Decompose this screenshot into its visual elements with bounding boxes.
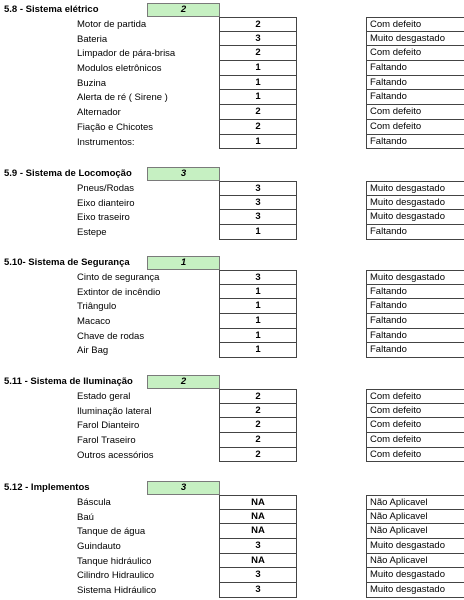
item-label: Alternador — [77, 107, 121, 119]
table-row — [0, 433, 464, 448]
item-value: 2 — [219, 120, 297, 135]
table-row — [0, 299, 464, 314]
section-header — [0, 3, 464, 17]
table-row — [0, 285, 464, 300]
item-value: NA — [219, 554, 297, 569]
table-row — [0, 90, 464, 105]
section-1 — [0, 3, 464, 149]
table-row — [0, 389, 464, 404]
table-row — [0, 135, 464, 150]
item-value: 1 — [219, 285, 297, 300]
item-status: Faltando — [366, 61, 464, 76]
item-status: Com defeito — [366, 404, 464, 419]
table-row — [0, 448, 464, 463]
item-status: Muito desgastado — [366, 32, 464, 47]
item-label: Modulos eletrônicos — [77, 63, 162, 75]
item-label: Instrumentos: — [77, 136, 135, 148]
item-value: 3 — [219, 32, 297, 47]
table-row — [0, 61, 464, 76]
item-status: Com defeito — [366, 389, 464, 404]
item-status: Não Aplicavel — [366, 524, 464, 539]
item-label: Guindauto — [77, 541, 121, 553]
table-row — [0, 314, 464, 329]
item-value: 2 — [219, 389, 297, 404]
table-row — [0, 343, 464, 358]
section-score: 3 — [147, 481, 220, 495]
item-value: 2 — [219, 17, 297, 32]
table-row — [0, 329, 464, 344]
item-label: Estado geral — [77, 391, 131, 402]
item-status: Muito desgastado — [366, 568, 464, 583]
table-row — [0, 32, 464, 47]
item-value: 1 — [219, 90, 297, 105]
item-status: Faltando — [366, 135, 464, 150]
item-status: Com defeito — [366, 418, 464, 433]
item-value: 3 — [219, 196, 297, 211]
item-label: Sistema Hidráulico — [77, 585, 157, 597]
table-row — [0, 404, 464, 419]
table-row — [0, 46, 464, 61]
item-status: Faltando — [366, 225, 464, 240]
item-label: Baú — [77, 511, 94, 523]
item-value: 3 — [219, 583, 297, 598]
item-status: Com defeito — [366, 448, 464, 463]
item-status: Com defeito — [366, 433, 464, 448]
section-4 — [0, 375, 464, 462]
item-label: Air Bag — [77, 345, 109, 357]
table-row — [0, 495, 464, 510]
item-label: Tanque hidráulico — [77, 555, 152, 567]
section-score: 3 — [147, 167, 220, 181]
item-status: Não Aplicavel — [366, 510, 464, 525]
section-score: 2 — [147, 3, 220, 17]
item-value: 3 — [219, 568, 297, 583]
item-label: Bateria — [77, 33, 108, 45]
item-label: Alerta de ré ( Sirene ) — [77, 92, 168, 104]
item-status: Com defeito — [366, 46, 464, 61]
item-value: 3 — [219, 210, 297, 225]
item-value: 3 — [219, 181, 297, 196]
item-status: Faltando — [366, 285, 464, 300]
item-status: Muito desgastado — [366, 270, 464, 285]
item-value: 1 — [219, 135, 297, 150]
item-label: Motor de partida — [77, 19, 147, 30]
table-row — [0, 196, 464, 211]
item-status: Com defeito — [366, 105, 464, 120]
table-row — [0, 120, 464, 135]
item-label: Cinto de segurança — [77, 272, 160, 283]
section-title: 5.12 - Implementos — [4, 482, 90, 493]
table-row — [0, 225, 464, 240]
section-title: 5.11 - Sistema de Iluminação — [4, 376, 133, 387]
section-5 — [0, 481, 464, 598]
item-label: Farol Traseiro — [77, 435, 136, 447]
section-title: 5.9 - Sistema de Locomoção — [4, 168, 132, 179]
item-value: 3 — [219, 270, 297, 285]
item-status: Muito desgastado — [366, 210, 464, 225]
item-status: Não Aplicavel — [366, 554, 464, 569]
table-row — [0, 510, 464, 525]
section-header — [0, 481, 464, 495]
item-value: 2 — [219, 46, 297, 61]
table-row — [0, 17, 464, 32]
item-label: Tanque de água — [77, 526, 146, 538]
section-score: 1 — [147, 256, 220, 270]
item-value: 2 — [219, 404, 297, 419]
item-value: 1 — [219, 343, 297, 358]
item-label: Pneus/Rodas — [77, 183, 135, 194]
section-3 — [0, 256, 464, 358]
item-label: Extintor de incêndio — [77, 286, 161, 298]
item-label: Estepe — [77, 227, 107, 239]
item-status: Faltando — [366, 329, 464, 344]
item-value: 1 — [219, 299, 297, 314]
item-status: Com defeito — [366, 120, 464, 135]
item-label: Buzina — [77, 77, 107, 89]
item-status: Não Aplicavel — [366, 495, 464, 510]
item-label: Triângulo — [77, 301, 117, 313]
item-status: Muito desgastado — [366, 583, 464, 598]
item-label: Farol Dianteiro — [77, 420, 140, 432]
item-label: Eixo dianteiro — [77, 197, 135, 209]
item-label: Báscula — [77, 497, 111, 508]
table-row — [0, 181, 464, 196]
item-label: Outros acessórios — [77, 449, 154, 461]
item-status: Faltando — [366, 343, 464, 358]
item-status: Muito desgastado — [366, 181, 464, 196]
table-row — [0, 583, 464, 598]
table-row — [0, 539, 464, 554]
section-title: 5.10- Sistema de Segurança — [4, 257, 130, 268]
item-status: Com defeito — [366, 17, 464, 32]
item-value: 1 — [219, 76, 297, 91]
item-value: 2 — [219, 418, 297, 433]
table-row — [0, 568, 464, 583]
table-row — [0, 554, 464, 569]
table-row — [0, 418, 464, 433]
item-label: Chave de rodas — [77, 330, 145, 342]
item-value: NA — [219, 495, 297, 510]
item-label: Iluminação lateral — [77, 405, 152, 417]
item-label: Eixo traseiro — [77, 212, 130, 224]
item-status: Faltando — [366, 314, 464, 329]
section-header — [0, 167, 464, 181]
table-row — [0, 76, 464, 91]
item-status: Faltando — [366, 76, 464, 91]
item-label: Limpador de pára-brisa — [77, 48, 176, 60]
item-value: 1 — [219, 225, 297, 240]
item-value: 2 — [219, 105, 297, 120]
item-status: Muito desgastado — [366, 539, 464, 554]
item-value: NA — [219, 510, 297, 525]
table-row — [0, 270, 464, 285]
item-status: Muito desgastado — [366, 196, 464, 211]
table-row — [0, 524, 464, 539]
section-2 — [0, 167, 464, 240]
item-value: 1 — [219, 314, 297, 329]
item-status: Faltando — [366, 90, 464, 105]
table-row — [0, 105, 464, 120]
table-row — [0, 210, 464, 225]
item-value: 2 — [219, 448, 297, 463]
item-label: Cilindro Hidraulico — [77, 570, 155, 582]
section-header — [0, 375, 464, 389]
item-value: 1 — [219, 61, 297, 76]
section-header — [0, 256, 464, 270]
item-value: 3 — [219, 539, 297, 554]
item-value: 1 — [219, 329, 297, 344]
section-title: 5.8 - Sistema elétrico — [4, 4, 99, 15]
item-label: Fiação e Chicotes — [77, 121, 154, 133]
item-value: NA — [219, 524, 297, 539]
item-status: Faltando — [366, 299, 464, 314]
item-value: 2 — [219, 433, 297, 448]
item-label: Macaco — [77, 316, 111, 328]
section-score: 2 — [147, 375, 220, 389]
